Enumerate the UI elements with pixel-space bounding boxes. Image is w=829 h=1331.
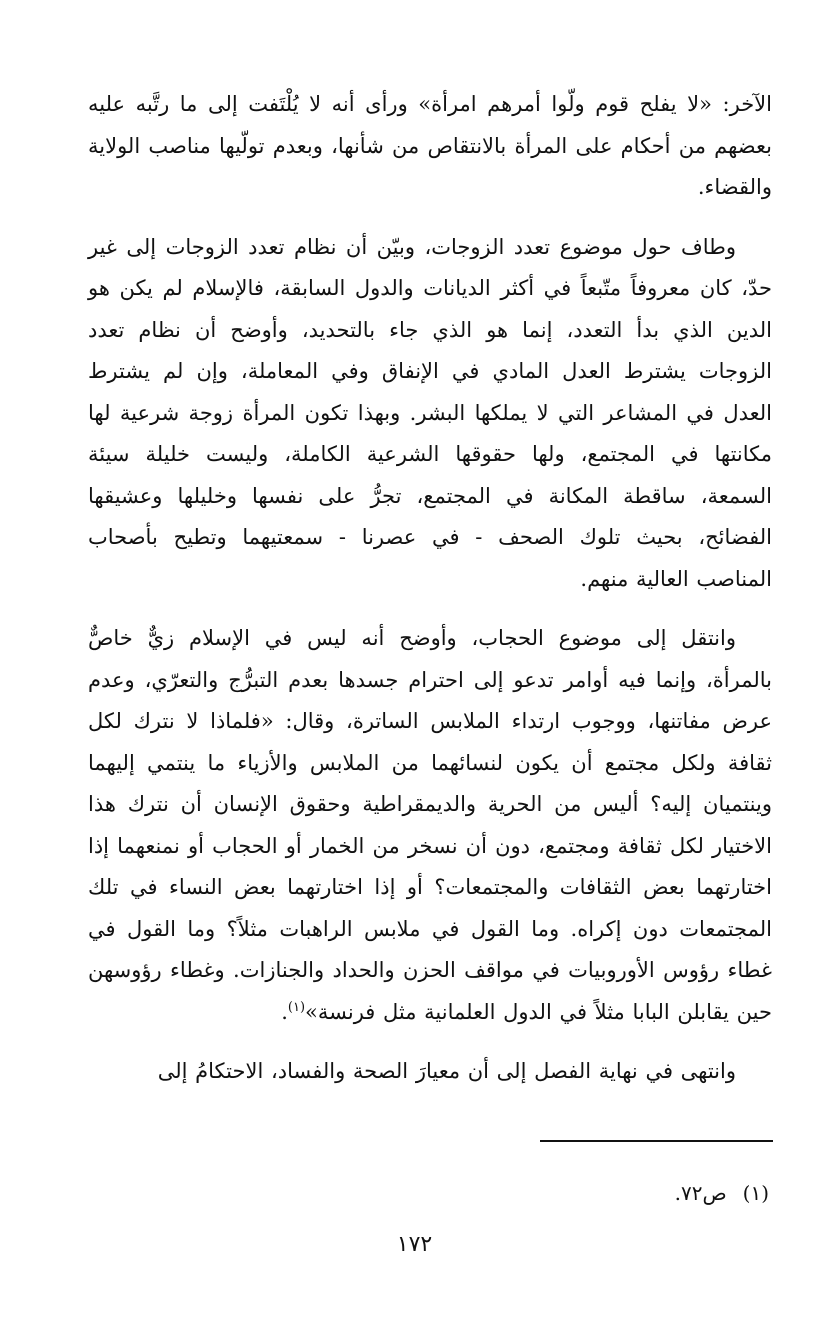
footnote-reference: (١) [287, 999, 306, 1015]
page-body [88, 84, 772, 1093]
footnote-text: ص٧٢. [674, 1181, 727, 1205]
paragraph-4: وانتهى في نهاية الفصل إلى أن معيارَ الصحة والفساد، الاحتكامُ إلى [157, 1059, 736, 1083]
paragraph-1: الآخر: «لا يفلح قوم ولّوا أمرهم امرأة» ورأى أنه لا يُلْتَفت إلى ما رتَّبه عليه بعضهم من أحكام على المرأة بالانتقاص من شأنها، وبعدم تولّيها مناصب الولاية والقضاء. [88, 92, 772, 199]
footnote-number: (١) [742, 1181, 769, 1205]
footnote-divider [540, 1140, 773, 1142]
footnote [675, 1178, 769, 1208]
paragraph-3-text: وانتقل إلى موضوع الحجاب، وأوضح أنه ليس في الإسلام زيٌّ خاصٌّ بالمرأة، وإنما فيه أوامر تدعو إلى احترام جسدها بعدم التبرُّج والتعرّي، وعدم عرض مفاتنها، ووجوب ارتداء الملابس الساترة، وقال: «فلماذا لا نترك لكل ثقافة ولكل مجتمع أن يكون لنسائهما من الملابس والأزياء ما ينتمي إليهما وينتميان إليه؟ أليس من الحرية والديمقراطية وحقوق الإنسان أن نترك هذا الاختيار لكل ثقافة ومجتمع، دون أن نسخر من الخمار أو الحجاب أو نمنعهما إذا اختارتهما بعض الثقافات والمجتمعات؟ أو إذا اختارتهما بعض النساء في تلك المجتمعات دون إكراه. وما القول في ملابس الراهبات مثلاً؟ وما القول في غطاء رؤوس الأوروبيات في مواقف الحزن والحداد والجنازات. وغطاء رؤوسهن حين يقابلن البابا مثلاً في الدول العلمانية مثل فرنسة» [88, 626, 772, 1024]
page-number: ١٧٢ [396, 1232, 433, 1257]
paragraph-3: وانتقل إلى موضوع الحجاب، وأوضح أنه ليس في الإسلام زيٌّ خاصٌّ بالمرأة، وإنما فيه أوامر تدعو إلى احترام جسدها بعدم التبرُّج والتعرّي، وعدم عرض مفاتنها، ووجوب ارتداء الملابس الساترة، وقال: «فلماذا لا نترك لكل ثقافة ولكل مجتمع أن يكون لنسائهما من الملابس والأزياء ما ينتمي إليهما وينتميان إليه؟ أليس من الحرية والديمقراطية وحقوق الإنسان أن نترك هذا الاختيار لكل ثقافة ومجتمع، دون أن نسخر من الخمار أو الحجاب أو نمنعهما إذا اختارتهما بعض الثقافات والمجتمعات؟ أو إذا اختارتهما بعض النساء في تلك المجتمعات دون إكراه. وما القول في ملابس الراهبات مثلاً؟ وما القول في غطاء رؤوس الأوروبيات في مواقف الحزن والحداد والجنازات. وغطاء رؤوسهن حين يقابلن البابا مثلاً في الدول العلمانية مثل فرنسة»$^{(١)}$. [88, 626, 772, 1024]
paragraph-2: وطاف حول موضوع تعدد الزوجات، وبيّن أن نظام تعدد الزوجات إلى غير حدّ، كان معروفاً متّبعاً في أكثر الديانات والدول السابقة، فالإسلام لم يكن هو الدين الذي بدأ التعدد، إنما هو الذي جاء بالتحديد، وأوضح أن نظام تعدد الزوجات يشترط العدل المادي في الإنفاق وفي المعاملة، وإن لم يشترط العدل في المشاعر التي لا يملكها البشر. وبهذا تكون المرأة زوجة شرعية لها مكانتها في المجتمع، ولها حقوقها الشرعية الكاملة، وليست خليلة سيئة السمعة، ساقطة المكانة في المجتمع، تجرُّ على نفسها وخليلها وعشيقها الفضائح، بحيث تلوك الصحف - في عصرنا - سمعتيهما وتطيح بأصحاب المناصب العالية منهم. [88, 234, 772, 591]
